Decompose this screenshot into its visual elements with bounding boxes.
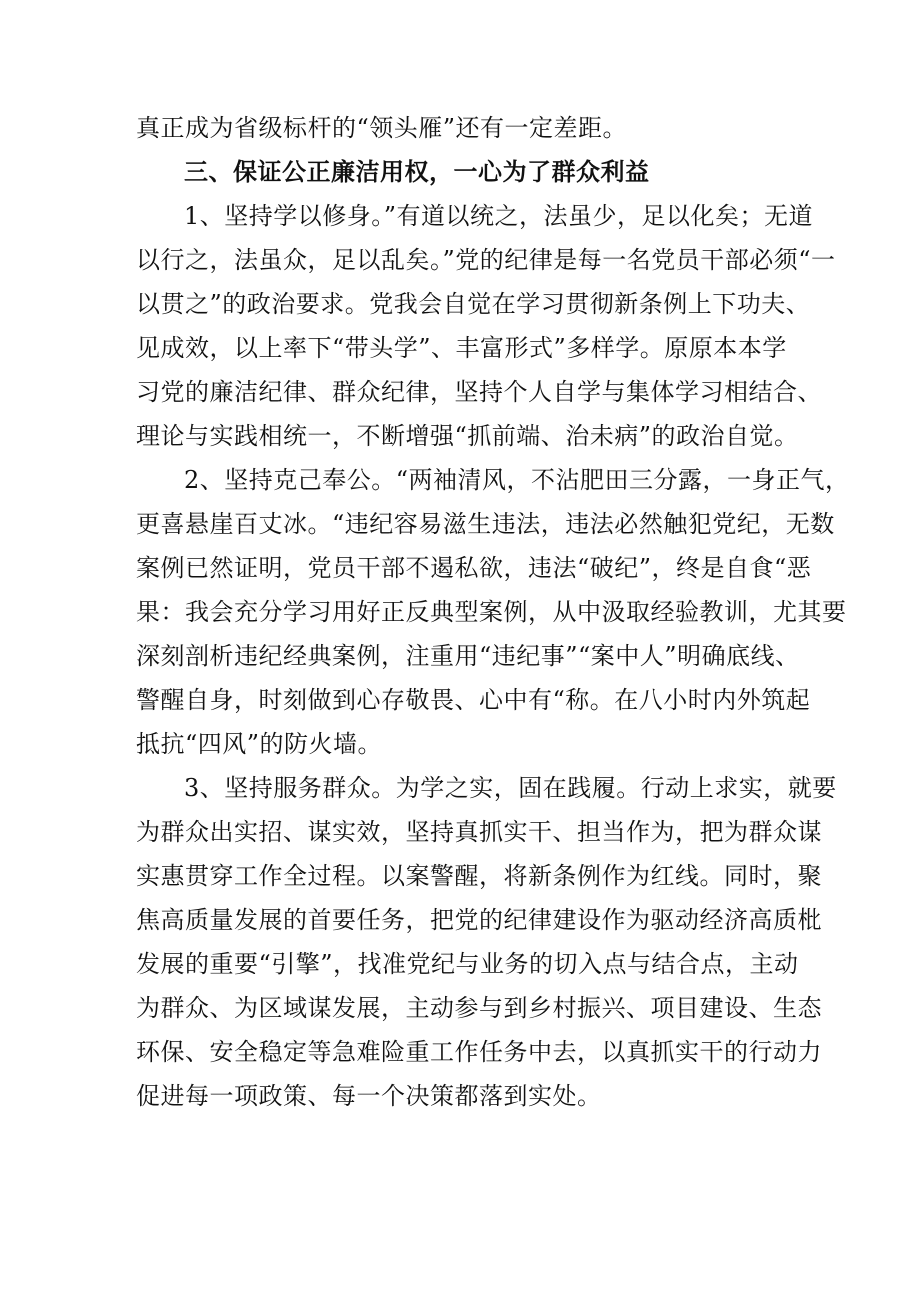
paragraph-1-line-3: 以贯之”的政治要求。党我会自觉在学习贯彻新条例上下功夫、 [136,290,811,318]
paragraph-3-line-7: 环保、安全稳定等急难险重工作任务中去，以真抓实干的行动力 [136,1038,822,1066]
paragraph-3-line-3: 实惠贯穿工作全过程。以案警醒，将新条例作为红线。同时，聚 [136,862,822,890]
paragraph-3-line-6: 为群众、为区域谋发展，主动参与到乡村振兴、项目建设、生态 [136,994,822,1022]
paragraph-2-line-6: 警醒自身，时刻做到心存敬畏、心中有“称。在八小时内外筑起 [136,686,811,714]
paragraph-2-line-3: 案例已然证明，党员干部不遏私欲，违法“破纪”，终是自食“恶 [136,554,812,582]
paragraph-1-line-1: 1、坚持学以修身。”有道以统之，法虽少，足以化矣；无道 [184,202,814,230]
paragraph-2-line-1: 2、坚持克己奉公。“两袖清风，不沾肥田三分露，一身正气， [184,466,850,494]
paragraph-3-line-5: 发展的重要“引擎”，找准党纪与业务的切入点与结合点，主动 [136,950,799,978]
paragraph-1-line-5: 习党的廉洁纪律、群众纪律，坚持个人自学与集体学习相结合、 [136,378,822,406]
paragraph-1-line-2: 以行之，法虽众，足以乱矣。”党的纪律是每一名党员干部必须“一 [136,246,836,274]
paragraph-2-line-4: 果：我会充分学习用好正反典型案例，从中汲取经验教训，尤其要 [136,598,847,626]
paragraph-2-line-2: 更喜悬崖百丈冰。“违纪容易滋生违法，违法必然触犯党纪，无数 [136,510,835,538]
paragraph-3-line-8: 促进每一项政策、每一个决策都落到实处。 [136,1082,602,1110]
paragraph-3-line-4: 焦高质量发展的首要任务，把党的纪律建设作为驱动经济高质枇 [136,906,822,934]
paragraph-3-line-1: 3、坚持服务群众。为学之实，固在践履。行动上求实，就要 [184,774,837,802]
paragraph-1-line-6: 理论与实践相统一，不断增强“抓前端、治未病”的政治自觉。 [136,422,799,450]
paragraph-3-line-2: 为群众出实招、谋实效，坚持真抓实干、担当作为，把为群众谋 [136,818,822,846]
paragraph-2-line-5: 深刻剖析违纪经典案例，注重用“违纪事”“案中人”明确底线、 [136,642,800,670]
continuation-line: 真正成为省级标杆的“领头雁”还有一定差距。 [136,114,628,142]
paragraph-2-line-7: 抵抗“四风”的防火墙。 [136,730,383,758]
paragraph-1-line-4: 见成效，以上率下“带头学”、丰富形式”多样学。原原本本学 [136,334,787,362]
section-heading: 三、保证公正廉洁用权，一心为了群众利益 [184,158,650,186]
